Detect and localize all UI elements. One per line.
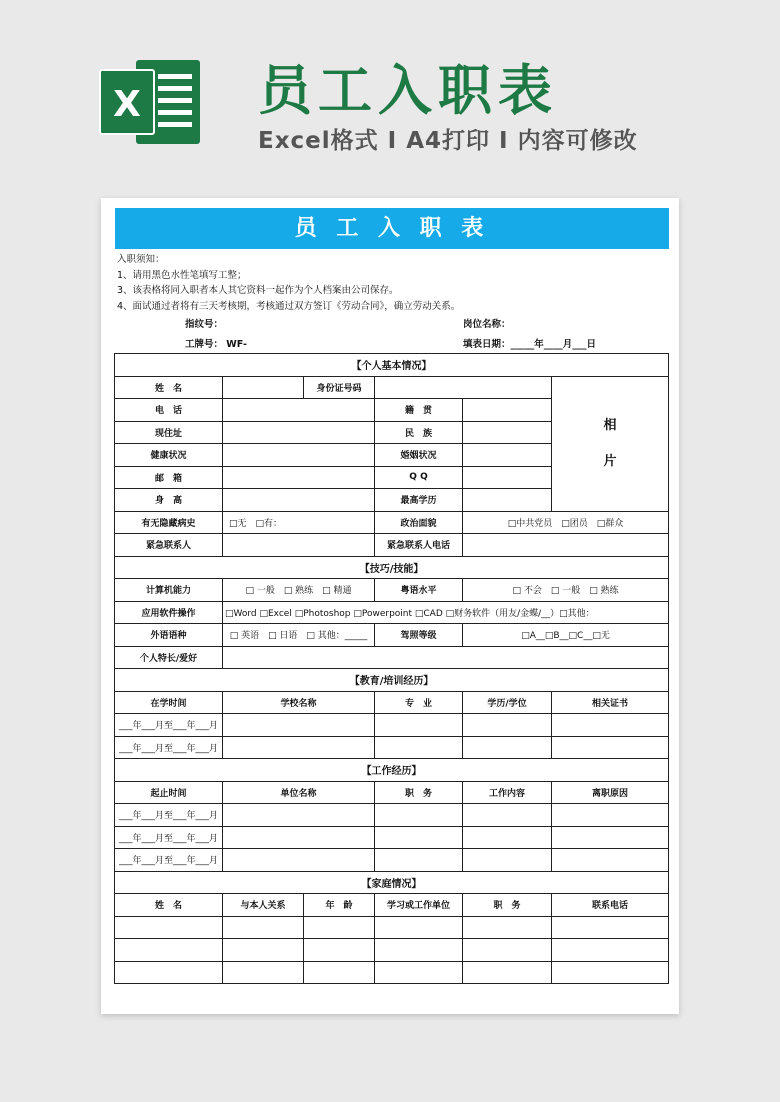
family-cell[interactable] xyxy=(375,939,463,962)
field-education-level[interactable] xyxy=(463,489,552,512)
work-date-cell[interactable]: ___年___月至___年___月 xyxy=(115,804,223,827)
work-title-cell[interactable] xyxy=(375,804,463,827)
work-company-cell[interactable] xyxy=(223,804,375,827)
family-header-age: 年 龄 xyxy=(304,894,375,917)
family-cell[interactable] xyxy=(552,961,669,984)
field-emergency-phone[interactable] xyxy=(463,534,669,557)
document-banner: 员 工 入 职 表 xyxy=(115,208,669,249)
edu-school-cell[interactable] xyxy=(223,714,375,737)
family-header-phone: 联系电话 xyxy=(552,894,669,917)
edu-header-certificate: 相关证书 xyxy=(552,691,669,714)
excel-logo-icon xyxy=(96,56,206,148)
label-emergency-contact: 紧急联系人 xyxy=(115,534,223,557)
work-content-cell[interactable] xyxy=(463,804,552,827)
label-hobby: 个人特长/爱好 xyxy=(115,646,223,669)
software-options[interactable]: □Word □Excel □Photoshop □Powerpoint □CAD □财务软件（用友/金蝶/__）□其他： xyxy=(223,601,669,624)
section-personal: 【个人基本情况】 xyxy=(115,354,669,377)
field-native-place[interactable] xyxy=(463,399,552,422)
family-cell[interactable] xyxy=(463,961,552,984)
label-ethnicity: 民 族 xyxy=(375,421,463,444)
field-hobby[interactable] xyxy=(223,646,669,669)
work-date-cell[interactable]: ___年___月至___年___月 xyxy=(115,849,223,872)
label-license: 驾照等级 xyxy=(375,624,463,647)
family-header-title: 职 务 xyxy=(463,894,552,917)
family-cell[interactable] xyxy=(375,916,463,939)
work-title-cell[interactable] xyxy=(375,849,463,872)
badge-label: 工牌号： WF- xyxy=(185,339,247,350)
family-cell[interactable] xyxy=(375,961,463,984)
family-cell[interactable] xyxy=(115,916,223,939)
label-address: 现住址 xyxy=(115,421,223,444)
edu-major-cell[interactable] xyxy=(375,736,463,759)
hero-title: 员工入职表 xyxy=(258,59,558,122)
edu-degree-cell[interactable] xyxy=(463,714,552,737)
label-marital: 婚姻状况 xyxy=(375,444,463,467)
note-line: 4、面试通过者将有三天考核期，考核通过双方签订《劳动合同》，确立劳动关系。 xyxy=(117,300,461,312)
family-cell[interactable] xyxy=(304,961,375,984)
note-line: 入职须知： xyxy=(117,254,165,265)
family-cell[interactable] xyxy=(223,961,304,984)
instructions xyxy=(117,252,460,314)
label-disease-history: 有无隐藏病史 xyxy=(115,511,223,534)
family-cell[interactable] xyxy=(552,916,669,939)
note-line: 1、请用黑色水性笔填写工整； xyxy=(117,269,247,281)
computer-options[interactable]: □ 一般 □ 熟练 □ 精通 xyxy=(223,579,375,602)
edu-school-cell[interactable] xyxy=(223,736,375,759)
family-header-relation: 与本人关系 xyxy=(223,894,304,917)
label-politics: 政治面貌 xyxy=(375,511,463,534)
table-row xyxy=(115,826,669,849)
logo-letter: X xyxy=(113,84,141,125)
table-row xyxy=(115,939,669,962)
edu-certificate-cell[interactable] xyxy=(552,714,669,737)
photo-label-1: 相 xyxy=(603,417,617,433)
entry-form-table xyxy=(114,353,669,984)
work-header-company: 单位名称 xyxy=(223,781,375,804)
field-emergency-contact[interactable] xyxy=(223,534,375,557)
field-address[interactable] xyxy=(223,421,375,444)
politics-options[interactable]: □中共党员 □团员 □群众 xyxy=(463,511,669,534)
edu-degree-cell[interactable] xyxy=(463,736,552,759)
language-options[interactable]: □ 英语 □ 日语 □ 其他：_____ xyxy=(223,624,375,647)
edu-date-cell[interactable]: ___年___月至___年___月 xyxy=(115,736,223,759)
work-header-period: 起止时间 xyxy=(115,781,223,804)
field-marital[interactable] xyxy=(463,444,552,467)
family-cell[interactable] xyxy=(463,939,552,962)
label-height: 身 高 xyxy=(115,489,223,512)
note-line: 3、该表格将同入职者本人其它资料一起作为个人档案由公司保存。 xyxy=(117,285,399,296)
section-skills: 【技巧/技能】 xyxy=(115,556,669,579)
table-row xyxy=(115,714,669,737)
table-row xyxy=(115,849,669,872)
family-cell[interactable] xyxy=(115,939,223,962)
work-reason-cell[interactable] xyxy=(552,804,669,827)
work-date-cell[interactable]: ___年___月至___年___月 xyxy=(115,826,223,849)
edu-header-degree: 学历/学位 xyxy=(463,691,552,714)
license-options[interactable]: □A__□B__□C__□无 xyxy=(463,624,669,647)
edu-date-cell[interactable]: ___年___月至___年___月 xyxy=(115,714,223,737)
label-education-level: 最高学历 xyxy=(375,489,463,512)
section-family: 【家庭情况】 xyxy=(115,871,669,894)
label-computer: 计算机能力 xyxy=(115,579,223,602)
family-cell[interactable] xyxy=(115,961,223,984)
field-ethnicity[interactable] xyxy=(463,421,552,444)
label-software: 应用软件操作 xyxy=(115,601,223,624)
field-health[interactable] xyxy=(223,444,375,467)
family-cell[interactable] xyxy=(223,916,304,939)
family-cell[interactable] xyxy=(552,939,669,962)
table-row xyxy=(115,804,669,827)
field-email[interactable] xyxy=(223,466,375,489)
table-row xyxy=(115,916,669,939)
label-email: 邮 箱 xyxy=(115,466,223,489)
work-reason-cell[interactable] xyxy=(552,849,669,872)
hero-subtitle: Excel格式 I A4打印 I 内容可修改 xyxy=(258,128,638,154)
fingerprint-label: 指纹号： xyxy=(185,319,224,330)
label-id-number: 身份证号码 xyxy=(304,376,375,399)
edu-header-school: 学校名称 xyxy=(223,691,375,714)
table-row xyxy=(115,961,669,984)
family-header-name: 姓 名 xyxy=(115,894,223,917)
work-company-cell[interactable] xyxy=(223,849,375,872)
table-row xyxy=(115,736,669,759)
label-native-place: 籍 贯 xyxy=(375,399,463,422)
edu-certificate-cell[interactable] xyxy=(552,736,669,759)
family-cell[interactable] xyxy=(223,939,304,962)
photo-label-2: 片 xyxy=(603,453,617,469)
work-header-leave-reason: 离职原因 xyxy=(552,781,669,804)
section-work: 【工作经历】 xyxy=(115,759,669,782)
disease-options[interactable]: □无 □有： xyxy=(223,511,375,534)
work-company-cell[interactable] xyxy=(223,826,375,849)
photo-box[interactable] xyxy=(552,376,669,511)
edu-major-cell[interactable] xyxy=(375,714,463,737)
label-cantonese: 粤语水平 xyxy=(375,579,463,602)
edu-header-time: 在学时间 xyxy=(115,691,223,714)
section-education: 【教育/培训经历】 xyxy=(115,669,669,692)
label-emergency-phone: 紧急联系人电话 xyxy=(375,534,463,557)
work-header-title: 职 务 xyxy=(375,781,463,804)
field-height[interactable] xyxy=(223,489,375,512)
family-cell[interactable] xyxy=(304,939,375,962)
family-cell[interactable] xyxy=(304,916,375,939)
work-reason-cell[interactable] xyxy=(552,826,669,849)
field-qq[interactable] xyxy=(463,466,552,489)
work-header-content: 工作内容 xyxy=(463,781,552,804)
label-phone: 电 话 xyxy=(115,399,223,422)
family-header-workplace: 学习或工作单位 xyxy=(375,894,463,917)
work-content-cell[interactable] xyxy=(463,849,552,872)
label-qq: Q Q xyxy=(375,466,463,489)
position-label: 岗位名称： xyxy=(463,319,511,330)
hero-header xyxy=(0,0,780,190)
document-page xyxy=(101,198,679,1014)
label-language: 外语语种 xyxy=(115,624,223,647)
field-id-number[interactable] xyxy=(375,376,552,399)
edu-header-major: 专 业 xyxy=(375,691,463,714)
cantonese-options[interactable]: □ 不会 □ 一般 □ 熟练 xyxy=(463,579,669,602)
work-content-cell[interactable] xyxy=(463,826,552,849)
field-name[interactable] xyxy=(223,376,304,399)
fill-date-label: 填表日期：_____年____月___日 xyxy=(463,339,597,350)
label-health: 健康状况 xyxy=(115,444,223,467)
label-name: 姓 名 xyxy=(115,376,223,399)
work-title-cell[interactable] xyxy=(375,826,463,849)
field-phone[interactable] xyxy=(223,399,375,422)
family-cell[interactable] xyxy=(463,916,552,939)
